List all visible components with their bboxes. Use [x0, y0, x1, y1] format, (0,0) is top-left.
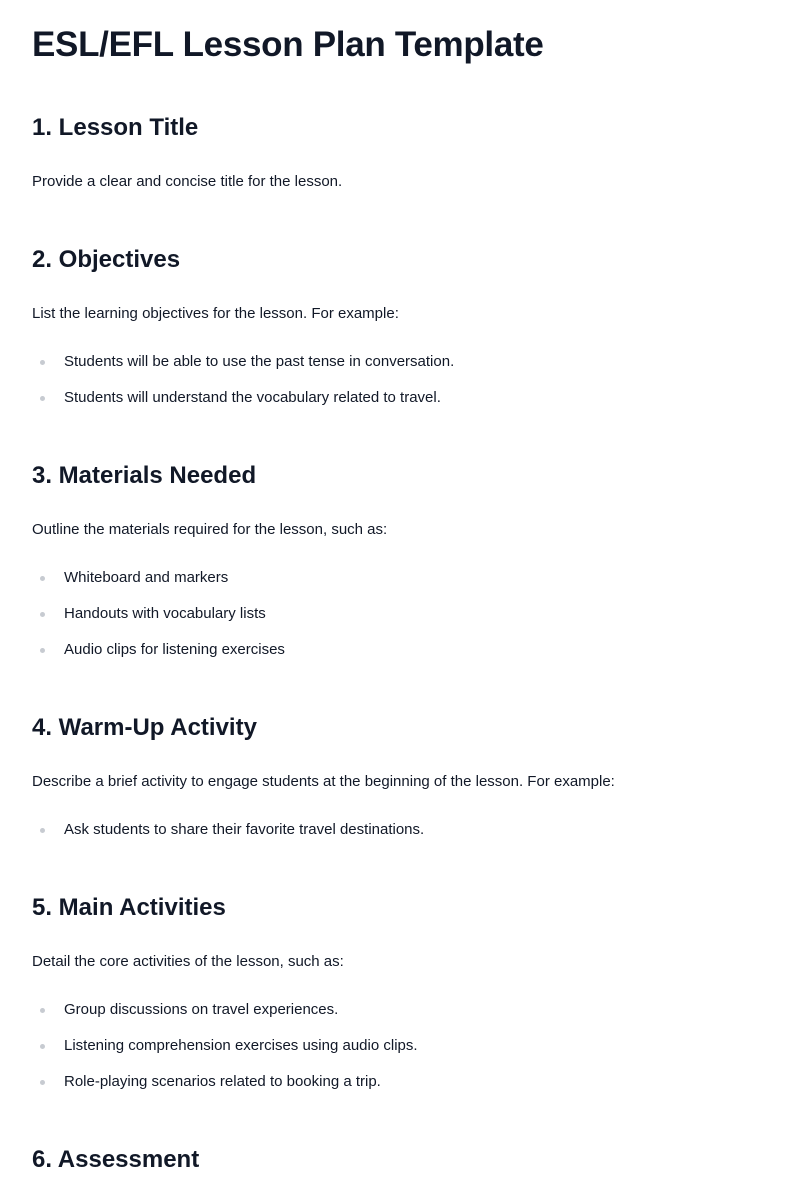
main-activities-list: [32, 999, 768, 1107]
section-heading-assessment: 6. Assessment: [32, 1146, 200, 1173]
bullet-icon: [40, 396, 45, 401]
list-item: [32, 603, 768, 639]
section-text-lesson-title: Provide a clear and concise title for the lesson.: [32, 173, 343, 190]
list-item-text: Handouts with vocabulary lists: [64, 605, 266, 622]
bullet-icon: [40, 612, 45, 617]
list-item-text: Listening comprehension exercises using audio clips.: [64, 1037, 418, 1054]
bullet-icon: [40, 1080, 45, 1085]
bullet-icon: [40, 360, 45, 365]
section-heading-lesson-title: 1. Lesson Title: [32, 114, 199, 141]
bullet-icon: [40, 1008, 45, 1013]
section-text-warm-up-activity: Describe a brief activity to engage students at the beginning of the lesson. For example:: [32, 773, 615, 790]
section-heading-materials-needed: 3. Materials Needed: [32, 462, 257, 489]
bullet-icon: [40, 576, 45, 581]
bullet-icon: [40, 1044, 45, 1049]
list-item: [32, 639, 768, 675]
section-text-main-activities: Detail the core activities of the lesson, such as:: [32, 953, 344, 970]
document-page: [32, 0, 768, 1200]
list-item-text: Role-playing scenarios related to booking a trip.: [64, 1073, 381, 1090]
list-item-text: Audio clips for listening exercises: [64, 641, 285, 658]
list-item: [32, 999, 768, 1035]
list-item: [32, 567, 768, 603]
list-item-text: Whiteboard and markers: [64, 569, 229, 586]
list-item: [32, 819, 768, 855]
list-item-text: Students will be able to use the past tense in conversation.: [64, 353, 455, 370]
list-item-text: Students will understand the vocabulary related to travel.: [64, 389, 441, 406]
objectives-list: [32, 351, 768, 423]
section-text-materials-needed: Outline the materials required for the lesson, such as:: [32, 521, 388, 538]
page-title: ESL/EFL Lesson Plan Template: [32, 25, 544, 64]
list-item: [32, 1035, 768, 1071]
section-heading-objectives: 2. Objectives: [32, 246, 181, 273]
section-heading-warm-up-activity: 4. Warm-Up Activity: [32, 714, 257, 741]
section-heading-main-activities: 5. Main Activities: [32, 894, 226, 921]
list-item: [32, 1071, 768, 1107]
section-text-objectives: List the learning objectives for the lesson. For example:: [32, 305, 399, 322]
list-item: [32, 387, 768, 423]
bullet-icon: [40, 828, 45, 833]
bullet-icon: [40, 648, 45, 653]
list-item: [32, 351, 768, 387]
list-item-text: Group discussions on travel experiences.: [64, 1001, 339, 1018]
materials-list: [32, 567, 768, 675]
warm-up-list: [32, 819, 768, 855]
list-item-text: Ask students to share their favorite travel destinations.: [64, 821, 425, 838]
